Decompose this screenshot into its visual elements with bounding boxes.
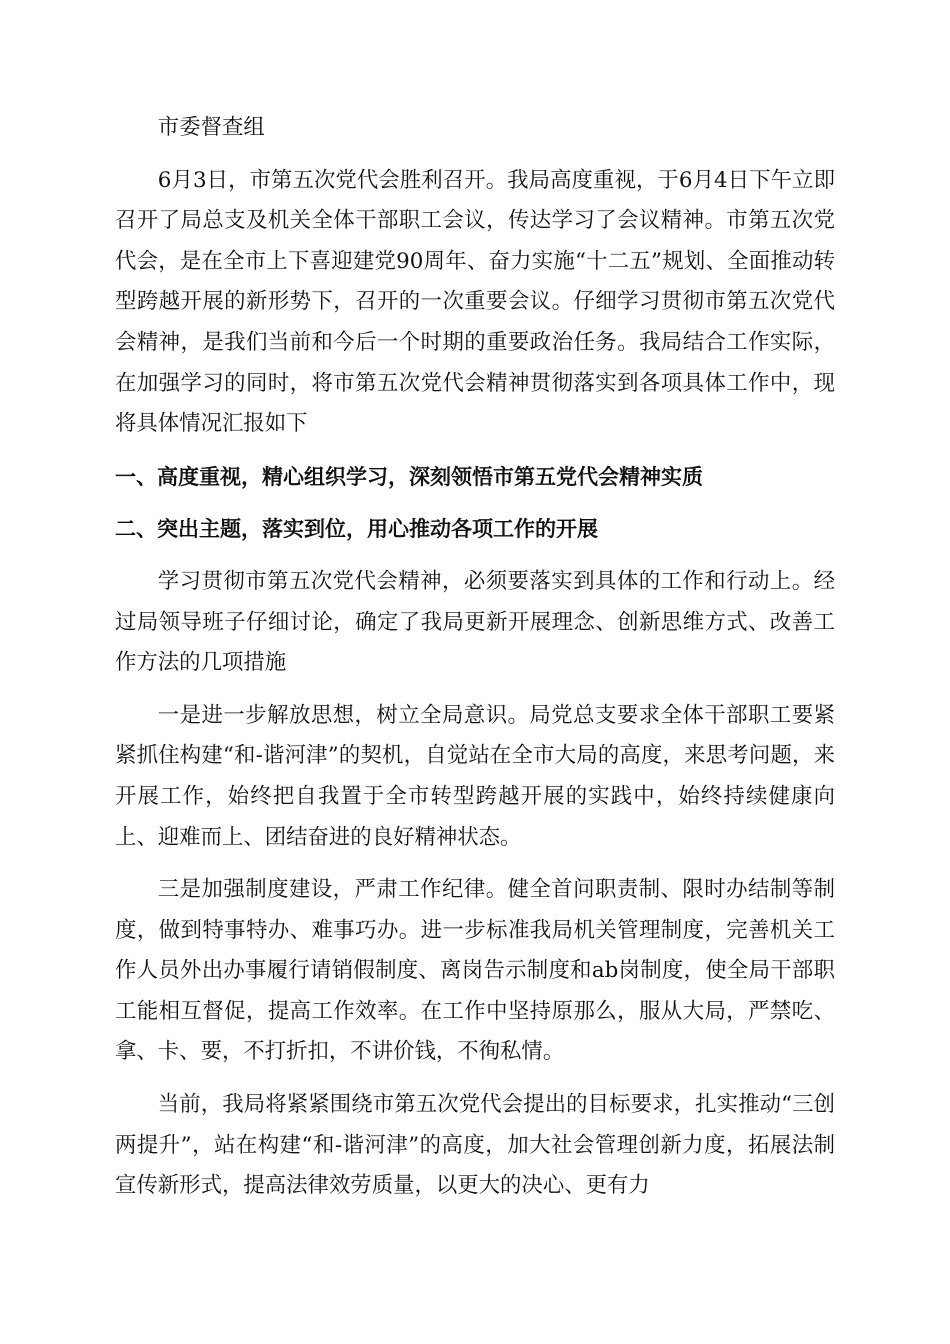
study-paragraph: 学习贯彻市第五次党代会精神，必须要落实到具体的工作和行动上。经过局领导班子仔细讨论，确定了我局更新开展理念、创新思维方式、改善工作方法的几项措施 <box>115 568 835 676</box>
measure-one-paragraph: 一是进一步解放思想，树立全局意识。局党总支要求全体干部职工要紧紧抓住构建“和-谐河津”的契机，自觉站在全市大局的高度，来思考问题，来开展工作，始终把自我置于全市转型跨越开展的实践中，始终持续健康向上、迎难而上、团结奋进的良好精神状态。 <box>115 702 835 850</box>
section-heading-1: 一、高度重视，精心组织学习，深刻领悟市第五党代会精神实质 <box>115 464 703 489</box>
current-work-paragraph: 当前，我局将紧紧围绕市第五次党代会提出的目标要求，扎实推动“三创两提升”，站在构建“和-谐河津”的高度，加大社会管理创新力度，拓展法制宣传新形式，提高法律效劳质量，以更大的决心、更有力 <box>115 1092 835 1199</box>
intro-paragraph: 6月3日，市第五次党代会胜利召开。我局高度重视，于6月4日下午立即召开了局总支及机关全体干部职工会议，传达学习了会议精神。市第五次党代会，是在全市上下喜迎建党90周年、奋力实施“十二五”规划、全面推动转型跨越开展的新形势下，召开的一次重要会议。仔细学习贯彻市第五次党代会精神，是我们当前和今后一个时期的重要政治任务。我局结合工作实际，在加强学习的同时，将市第五次党代会精神贯彻落实到各项具体工作中，现将具体情况汇报如下 <box>115 167 835 437</box>
recipient-line: 市委督查组 <box>157 115 265 140</box>
measure-three-paragraph: 三是加强制度建设，严肃工作纪律。健全首问职责制、限时办结制等制度，做到特事特办、难事巧办。进一步标准我局机关管理制度，完善机关工作人员外出办事履行请销假制度、离岗告示制度和ab岗制度，使全局干部职工能相互督促，提高工作效率。在工作中坚持原那么，服从大局，严禁吃、拿、卡、要，不打折扣，不讲价钱，不徇私情。 <box>115 877 835 1065</box>
section-heading-2: 二、突出主题，落实到位，用心推动各项工作的开展 <box>115 517 598 542</box>
document-page <box>115 108 835 1207</box>
